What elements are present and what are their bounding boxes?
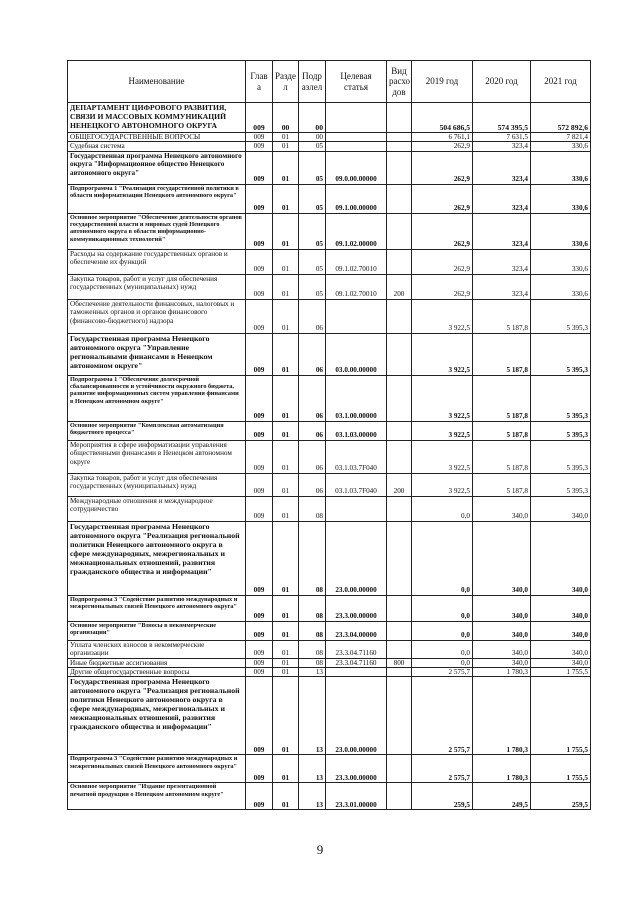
table-row [68, 677, 591, 755]
row-podrazdel: 13 [299, 783, 326, 810]
row-glava: 009 [246, 151, 273, 184]
table-row [68, 103, 591, 133]
row-vid [387, 668, 412, 677]
row-name: Уплата членских взносов в некоммерческие организации [68, 640, 246, 658]
row-2019: 262,9 [412, 274, 473, 299]
row-2020: 323,4 [473, 142, 531, 151]
row-vid [387, 299, 412, 333]
row-vid [387, 249, 412, 274]
row-2019: 262,9 [412, 142, 473, 151]
row-razdel: 01 [273, 668, 299, 677]
row-2020: 5 187,8 [473, 421, 531, 440]
row-target: 09.1.02.70010 [326, 274, 387, 299]
row-vid [387, 333, 412, 375]
budget-page [67, 60, 590, 810]
row-glava: 009 [246, 677, 273, 755]
row-2020: 323,4 [473, 274, 531, 299]
row-razdel: 01 [273, 142, 299, 151]
row-name: Закупка товаров, работ и услуг для обеспечения государственных (муниципальных) нужд [68, 473, 246, 496]
row-2019: 262,9 [412, 184, 473, 213]
table-row [68, 621, 591, 640]
row-2019: 2 575,7 [412, 755, 473, 783]
row-2021: 340,0 [531, 640, 591, 658]
row-target: 23.3.00.00000 [326, 755, 387, 783]
row-target: 23.3.00.00000 [326, 595, 387, 621]
table-row [68, 213, 591, 249]
table-row [68, 333, 591, 375]
row-2020: 340,0 [473, 621, 531, 640]
row-razdel: 01 [273, 299, 299, 333]
row-glava: 009 [246, 103, 273, 133]
row-2021: 5 395,3 [531, 333, 591, 375]
header-2019: 2019 год [412, 61, 473, 103]
row-podrazdel: 13 [299, 668, 326, 677]
row-name: Мероприятия в сфере информатизации управления общественными финансами в Ненецком автономном округе [68, 440, 246, 473]
row-2020: 1 780,3 [473, 755, 531, 783]
row-vid [387, 496, 412, 521]
row-razdel: 01 [273, 640, 299, 658]
row-2021: 330,6 [531, 274, 591, 299]
row-razdel: 00 [273, 103, 299, 133]
table-header-row [68, 61, 591, 103]
row-2019: 259,5 [412, 783, 473, 810]
row-podrazdel: 13 [299, 755, 326, 783]
row-razdel: 01 [273, 375, 299, 421]
row-2019: 3 922,5 [412, 299, 473, 333]
row-name: Государственная программа Ненецкого автономного округа "Управление региональными финансами в Ненецком автономном округе" [68, 333, 246, 375]
row-name: Основное мероприятие "Взносы в некоммерческие организации" [68, 621, 246, 640]
row-glava: 009 [246, 142, 273, 151]
row-podrazdel: 05 [299, 142, 326, 151]
row-target: 03.1.03.00000 [326, 421, 387, 440]
row-2019: 3 922,5 [412, 333, 473, 375]
table-row [68, 142, 591, 151]
row-target: 23.0.00.00000 [326, 521, 387, 595]
row-2021: 5 395,3 [531, 299, 591, 333]
table-row [68, 595, 591, 621]
row-razdel: 01 [273, 783, 299, 810]
row-target [326, 668, 387, 677]
table-row [68, 184, 591, 213]
row-2021: 340,0 [531, 496, 591, 521]
row-2019: 0,0 [412, 521, 473, 595]
row-target [326, 299, 387, 333]
row-2020: 323,4 [473, 213, 531, 249]
row-glava: 009 [246, 595, 273, 621]
header-glava: Глав а [246, 61, 273, 103]
row-2021: 1 755,5 [531, 755, 591, 783]
row-2020: 323,4 [473, 151, 531, 184]
row-2019: 3 922,5 [412, 421, 473, 440]
row-name: Судебная система [68, 142, 246, 151]
row-name: Государственная программа Ненецкого автономного округа "Реализация региональной политики Ненецкого автономного округа в сфере международных, межрегиональных и межнациональных отношений, развития гражданского общества и информации" [68, 677, 246, 755]
row-target: 03.1.03.7F040 [326, 473, 387, 496]
row-vid: 800 [387, 658, 412, 667]
row-glava: 009 [246, 421, 273, 440]
row-glava: 009 [246, 375, 273, 421]
row-vid: 200 [387, 473, 412, 496]
row-name: Расходы на содержание государственных органов и обеспечение их функций [68, 249, 246, 274]
row-podrazdel: 06 [299, 421, 326, 440]
row-glava: 009 [246, 333, 273, 375]
row-razdel: 01 [273, 473, 299, 496]
row-glava: 009 [246, 213, 273, 249]
budget-table [67, 60, 591, 810]
row-2021: 340,0 [531, 521, 591, 595]
row-razdel: 01 [273, 595, 299, 621]
row-2020: 5 187,8 [473, 473, 531, 496]
row-vid: 200 [387, 274, 412, 299]
header-vid: Вид расхо дов [387, 61, 412, 103]
row-target: 09.0.00.00000 [326, 151, 387, 184]
table-row [68, 133, 591, 142]
row-2020: 5 187,8 [473, 440, 531, 473]
row-razdel: 01 [273, 274, 299, 299]
row-2021: 5 395,3 [531, 473, 591, 496]
row-podrazdel: 00 [299, 103, 326, 133]
row-podrazdel: 13 [299, 677, 326, 755]
row-2020: 7 631,5 [473, 133, 531, 142]
row-glava: 009 [246, 274, 273, 299]
row-podrazdel: 00 [299, 133, 326, 142]
row-name: Основное мероприятие "Обеспечение деятельности органов государственной власти и мировых судей Ненецкого автономного округа в области информационно-коммуникационных технологий" [68, 213, 246, 249]
row-vid [387, 103, 412, 133]
row-name: Иные бюджетные ассигнования [68, 658, 246, 667]
row-vid [387, 421, 412, 440]
row-name: Закупка товаров, работ и услуг для обеспечения государственных (муниципальных) нужд [68, 274, 246, 299]
row-vid [387, 755, 412, 783]
row-podrazdel: 08 [299, 521, 326, 595]
row-2019: 2 575,7 [412, 668, 473, 677]
header-name: Наименование [68, 61, 246, 103]
row-2019: 262,9 [412, 249, 473, 274]
row-glava: 009 [246, 783, 273, 810]
row-2019: 262,9 [412, 151, 473, 184]
row-2019: 0,0 [412, 595, 473, 621]
row-target: 23.3.04.00000 [326, 621, 387, 640]
row-target [326, 496, 387, 521]
row-podrazdel: 06 [299, 473, 326, 496]
row-target: 23.3.04.71160 [326, 640, 387, 658]
row-podrazdel: 08 [299, 658, 326, 667]
row-podrazdel: 08 [299, 621, 326, 640]
row-2021: 330,6 [531, 151, 591, 184]
row-2019: 2 575,7 [412, 677, 473, 755]
row-target: 23.3.04.71160 [326, 658, 387, 667]
row-razdel: 01 [273, 496, 299, 521]
row-name: Международные отношения и международное сотрудничество [68, 496, 246, 521]
row-target [326, 142, 387, 151]
row-glava: 009 [246, 440, 273, 473]
table-row [68, 249, 591, 274]
row-target: 23.3.01.00000 [326, 783, 387, 810]
row-name: Другие общегосударственные вопросы [68, 668, 246, 677]
row-2020: 574 395,5 [473, 103, 531, 133]
row-2020: 340,0 [473, 640, 531, 658]
table-row [68, 375, 591, 421]
row-name: Подпрограмма 3 "Содействие развитию международных и межрегиональных связей Ненецкого автономного округа" [68, 755, 246, 783]
table-row [68, 299, 591, 333]
row-2019: 3 922,5 [412, 440, 473, 473]
row-name: Основное мероприятие "Издание презентационной печатной продукции о Ненецком автономном округе" [68, 783, 246, 810]
row-glava: 009 [246, 496, 273, 521]
row-name: ДЕПАРТАМЕНТ ЦИФРОВОГО РАЗВИТИЯ, СВЯЗИ И МАССОВЫХ КОММУНИКАЦИЙ НЕНЕЦКОГО АВТОНОМНОГО ОКРУГА [68, 103, 246, 133]
row-2019: 3 922,5 [412, 375, 473, 421]
row-vid [387, 440, 412, 473]
row-2019: 0,0 [412, 496, 473, 521]
row-2020: 323,4 [473, 184, 531, 213]
row-podrazdel: 08 [299, 595, 326, 621]
row-2020: 340,0 [473, 496, 531, 521]
table-row [68, 658, 591, 667]
row-razdel: 01 [273, 133, 299, 142]
table-row [68, 783, 591, 810]
row-2021: 330,6 [531, 249, 591, 274]
header-target: Целевая статья [326, 61, 387, 103]
row-target: 03.1.00.00000 [326, 375, 387, 421]
row-glava: 009 [246, 249, 273, 274]
table-row [68, 473, 591, 496]
row-2019: 0,0 [412, 658, 473, 667]
row-name: Обеспечение деятельности финансовых, налоговых и таможенных органов и органов финансового (финансово-бюджетного) надзора [68, 299, 246, 333]
row-2021: 572 892,6 [531, 103, 591, 133]
header-razdel: Разде л [273, 61, 299, 103]
row-vid [387, 621, 412, 640]
page-number: 9 [316, 842, 324, 857]
row-podrazdel: 08 [299, 640, 326, 658]
row-vid [387, 677, 412, 755]
row-name: Подпрограмма 3 "Содействие развитию международных и межрегиональных связей Ненецкого автономного округа" [68, 595, 246, 621]
row-2020: 340,0 [473, 658, 531, 667]
row-razdel: 01 [273, 421, 299, 440]
row-2021: 340,0 [531, 621, 591, 640]
row-2020: 340,0 [473, 521, 531, 595]
row-2019: 3 922,5 [412, 473, 473, 496]
row-name: Основное мероприятие "Комплексная автоматизация бюджетного процесса" [68, 421, 246, 440]
row-glava: 009 [246, 521, 273, 595]
row-vid [387, 521, 412, 595]
row-target: 09.1.02.00000 [326, 213, 387, 249]
row-2021: 330,6 [531, 213, 591, 249]
row-glava: 009 [246, 184, 273, 213]
row-vid [387, 640, 412, 658]
row-vid [387, 151, 412, 184]
row-razdel: 01 [273, 440, 299, 473]
row-2020: 1 780,3 [473, 668, 531, 677]
row-2020: 323,4 [473, 249, 531, 274]
row-razdel: 01 [273, 621, 299, 640]
row-vid [387, 142, 412, 151]
row-2021: 340,0 [531, 595, 591, 621]
row-vid [387, 595, 412, 621]
table-row [68, 421, 591, 440]
row-razdel: 01 [273, 658, 299, 667]
row-glava: 009 [246, 668, 273, 677]
table-row [68, 151, 591, 184]
row-glava: 009 [246, 621, 273, 640]
table-row [68, 521, 591, 595]
row-target [326, 133, 387, 142]
row-razdel: 01 [273, 333, 299, 375]
row-name: ОБЩЕГОСУДАРСТВЕННЫЕ ВОПРОСЫ [68, 133, 246, 142]
row-2021: 5 395,3 [531, 440, 591, 473]
row-glava: 009 [246, 640, 273, 658]
row-podrazdel: 05 [299, 213, 326, 249]
row-vid [387, 783, 412, 810]
row-podrazdel: 05 [299, 274, 326, 299]
row-2021: 5 395,3 [531, 421, 591, 440]
header-2021: 2021 год [531, 61, 591, 103]
row-podrazdel: 06 [299, 333, 326, 375]
row-2019: 0,0 [412, 640, 473, 658]
row-podrazdel: 05 [299, 151, 326, 184]
row-vid [387, 133, 412, 142]
row-target: 23.0.00.00000 [326, 677, 387, 755]
row-target: 03.0.00.00000 [326, 333, 387, 375]
row-razdel: 01 [273, 249, 299, 274]
row-razdel: 01 [273, 184, 299, 213]
row-glava: 009 [246, 473, 273, 496]
row-2019: 504 686,5 [412, 103, 473, 133]
row-2019: 262,9 [412, 213, 473, 249]
row-razdel: 01 [273, 521, 299, 595]
table-row [68, 640, 591, 658]
table-row [68, 496, 591, 521]
row-2020: 5 187,8 [473, 299, 531, 333]
row-podrazdel: 06 [299, 440, 326, 473]
row-target [326, 103, 387, 133]
table-row [68, 440, 591, 473]
row-podrazdel: 08 [299, 496, 326, 521]
row-2020: 340,0 [473, 595, 531, 621]
row-2020: 5 187,8 [473, 375, 531, 421]
row-podrazdel: 05 [299, 249, 326, 274]
row-name: Подпрограмма 1 "Реализация государственной политики в области информатизации Ненецкого автономного округа" [68, 184, 246, 213]
row-target: 09.1.00.00000 [326, 184, 387, 213]
row-razdel: 01 [273, 213, 299, 249]
row-podrazdel: 06 [299, 299, 326, 333]
row-podrazdel: 05 [299, 184, 326, 213]
row-2021: 5 395,3 [531, 375, 591, 421]
row-2019: 6 761,1 [412, 133, 473, 142]
row-2021: 330,6 [531, 142, 591, 151]
row-target: 09.1.02.70010 [326, 249, 387, 274]
row-2020: 249,5 [473, 783, 531, 810]
table-row [68, 668, 591, 677]
row-razdel: 01 [273, 677, 299, 755]
row-glava: 009 [246, 133, 273, 142]
row-2020: 5 187,8 [473, 333, 531, 375]
row-target: 03.1.03.7F040 [326, 440, 387, 473]
header-2020: 2020 год [473, 61, 531, 103]
row-vid [387, 375, 412, 421]
row-2021: 259,5 [531, 783, 591, 810]
row-name: Государственная программа Ненецкого автономного округа "Информационное общество Ненецкого автономного округа" [68, 151, 246, 184]
row-razdel: 01 [273, 755, 299, 783]
row-name: Подпрограмма 1 "Обеспечение долгосрочной сбалансированности и устойчивости окружного бюджета, развитие информационных систем управления финансами в Ненецком автономном округе" [68, 375, 246, 421]
row-vid [387, 184, 412, 213]
row-name: Государственная программа Ненецкого автономного округа "Реализация региональной политики Ненецкого автономного округа в сфере международных, межрегиональных и межнациональных отношений, развития гражданского общества и информации" [68, 521, 246, 595]
row-2021: 7 821,4 [531, 133, 591, 142]
row-2019: 0,0 [412, 621, 473, 640]
row-razdel: 01 [273, 151, 299, 184]
row-2021: 340,0 [531, 658, 591, 667]
row-vid [387, 213, 412, 249]
row-2020: 1 780,3 [473, 677, 531, 755]
row-podrazdel: 06 [299, 375, 326, 421]
table-row [68, 755, 591, 783]
row-2021: 1 755,5 [531, 668, 591, 677]
row-glava: 009 [246, 299, 273, 333]
header-podrazdel: Подр азлел [299, 61, 326, 103]
row-2021: 330,6 [531, 184, 591, 213]
row-glava: 009 [246, 755, 273, 783]
table-row [68, 274, 591, 299]
row-glava: 009 [246, 658, 273, 667]
row-2021: 1 755,5 [531, 677, 591, 755]
